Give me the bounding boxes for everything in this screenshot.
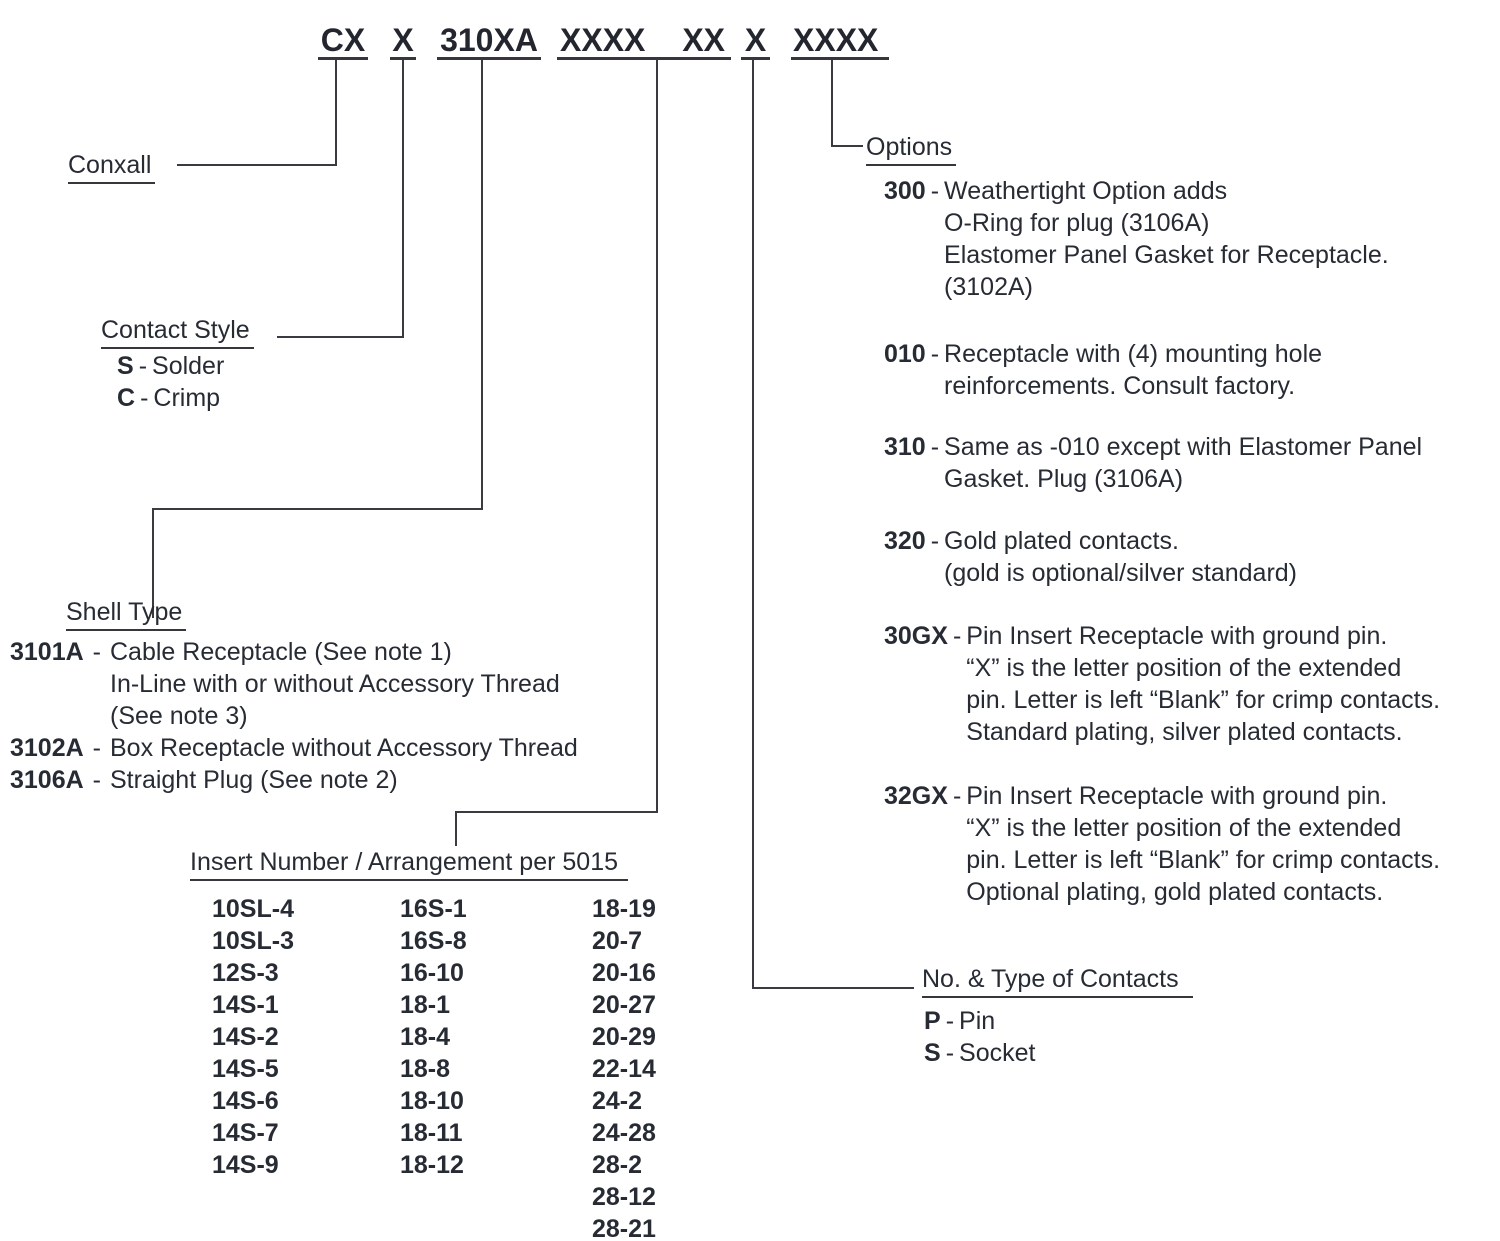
dash-separator: -	[952, 622, 962, 650]
insert-table-column-2	[400, 893, 467, 1181]
option-code: 32GX	[884, 782, 948, 810]
contacts-item	[924, 1037, 1035, 1069]
connector-line	[455, 811, 658, 813]
contacts-code: P	[924, 1007, 941, 1035]
insert-cell: 24-2	[592, 1087, 643, 1115]
option-desc: Pin Insert Receptacle with ground pin. “X” is the letter position of the extended pin. Letter is left “Blank” for crimp contacts. Optional plating, gold plated contacts.	[966, 782, 1441, 906]
insert-cell: 20-16	[592, 959, 656, 987]
insert-cell: 28-21	[592, 1215, 656, 1241]
insert-cell: 16-10	[400, 959, 464, 987]
connector-line	[752, 59, 754, 989]
connector-line	[481, 59, 483, 510]
connector-line	[831, 59, 833, 147]
contact-style-desc: Solder	[152, 352, 225, 380]
option-desc: Pin Insert Receptacle with ground pin. “X” is the letter position of the extended pin. Letter is left “Blank” for crimp contacts. Standard plating, silver plated contacts.	[966, 622, 1441, 746]
insert-cell: 16S-1	[400, 895, 467, 923]
insert-cell: 14S-2	[212, 1023, 279, 1051]
connector-line	[277, 336, 404, 338]
insert-cell: 14S-1	[212, 991, 279, 1019]
dash-separator: -	[952, 782, 962, 810]
shell-type-code: 3101A	[10, 638, 84, 666]
connector-line	[177, 164, 337, 166]
insert-cell: 16S-8	[400, 927, 467, 955]
option-code: 300	[884, 177, 926, 205]
dash-separator: -	[92, 638, 101, 666]
pn-segment-contacts: X	[741, 25, 770, 60]
dash-separator: -	[92, 734, 101, 762]
shell-type-item	[10, 636, 560, 732]
insert-cell: 18-10	[400, 1087, 464, 1115]
options-title: Options	[866, 131, 956, 166]
insert-cell: 28-2	[592, 1151, 643, 1179]
pn-segment-insert	[557, 22, 731, 60]
shell-type-item	[10, 764, 398, 796]
insert-cell: 10SL-3	[212, 927, 294, 955]
insert-cell: 20-27	[592, 991, 656, 1019]
pn-segment-insert-arrangement: XX	[682, 22, 725, 58]
insert-cell: 14S-9	[212, 1151, 279, 1179]
contact-style-desc: Crimp	[153, 384, 221, 412]
contacts-code: S	[924, 1039, 941, 1067]
dash-separator: -	[930, 527, 940, 555]
option-desc: Gold plated contacts. (gold is optional/silver standard)	[944, 527, 1298, 587]
insert-table-column-3	[592, 893, 656, 1241]
option-item-010	[884, 338, 1322, 402]
connector-line	[656, 59, 658, 813]
insert-cell: 18-19	[592, 895, 656, 923]
dash-separator: -	[92, 766, 101, 794]
option-desc: Weathertight Option adds O-Ring for plug (3106A) Elastomer Panel Gasket for Receptacle. (3102A)	[944, 177, 1389, 301]
contacts-desc: Pin	[959, 1007, 996, 1035]
connector-line	[831, 145, 863, 147]
insert-cell: 18-12	[400, 1151, 464, 1179]
shell-type-title: Shell Type	[66, 596, 186, 631]
connector-line	[752, 987, 914, 989]
pn-segment-options: XXXX	[791, 25, 889, 60]
option-item-32GX	[884, 780, 1440, 908]
contact-style-code: S	[117, 352, 134, 380]
pn-segment-insert-number: XXXX	[560, 22, 646, 58]
option-code: 320	[884, 527, 926, 555]
insert-cell: 18-4	[400, 1023, 451, 1051]
contact-style-code: C	[117, 384, 136, 412]
shell-type-code: 3106A	[10, 766, 84, 794]
contact-style-item	[117, 350, 224, 382]
insert-table-column-1	[212, 893, 294, 1181]
insert-cell: 14S-7	[212, 1119, 279, 1147]
dash-separator: -	[138, 352, 148, 380]
option-item-30GX	[884, 620, 1440, 748]
insert-cell: 18-8	[400, 1055, 451, 1083]
shell-type-desc: Box Receptacle without Accessory Thread	[110, 734, 578, 762]
brand-label: Conxall	[68, 149, 155, 184]
option-code: 310	[884, 433, 926, 461]
option-desc: Receptacle with (4) mounting hole reinforcements. Consult factory.	[944, 340, 1323, 400]
insert-cell: 22-14	[592, 1055, 656, 1083]
dash-separator: -	[140, 384, 149, 412]
insert-cell: 12S-3	[212, 959, 279, 987]
insert-cell: 18-11	[400, 1119, 463, 1147]
dash-separator: -	[930, 433, 940, 461]
dash-separator: -	[930, 177, 940, 205]
connector-line	[152, 508, 483, 510]
insert-cell: 20-7	[592, 927, 643, 955]
dash-separator: -	[945, 1007, 955, 1035]
shell-type-desc: Cable Receptacle (See note 1) In-Line with or without Accessory Thread (See note 3)	[110, 638, 560, 730]
connector-line	[402, 59, 404, 338]
contact-style-title: Contact Style	[101, 314, 254, 349]
insert-cell: 20-29	[592, 1023, 656, 1051]
insert-cell: 14S-5	[212, 1055, 279, 1083]
contacts-title: No. & Type of Contacts	[922, 963, 1193, 998]
insert-cell: 18-1	[400, 991, 451, 1019]
option-code: 30GX	[884, 622, 948, 650]
insert-cell: 10SL-4	[212, 895, 294, 923]
pn-segment-contact-style: X	[390, 25, 416, 60]
pn-segment-shell-type: 310XA	[437, 25, 541, 60]
connector-line	[455, 811, 457, 846]
pn-segment-brand: CX	[318, 25, 368, 60]
shell-type-desc: Straight Plug (See note 2)	[110, 766, 398, 794]
dash-separator: -	[945, 1039, 955, 1067]
contacts-item	[924, 1005, 995, 1037]
option-item-300	[884, 175, 1389, 303]
insert-table-title: Insert Number / Arrangement per 5015	[190, 846, 628, 881]
dash-separator: -	[930, 340, 940, 368]
option-desc: Same as -010 except with Elastomer Panel Gasket. Plug (3106A)	[944, 433, 1423, 493]
option-item-310	[884, 431, 1422, 495]
insert-cell: 28-12	[592, 1183, 656, 1211]
connector-line	[335, 59, 337, 166]
insert-cell: 14S-6	[212, 1087, 279, 1115]
insert-cell: 24-28	[592, 1119, 656, 1147]
shell-type-item	[10, 732, 578, 764]
option-code: 010	[884, 340, 926, 368]
contacts-desc: Socket	[959, 1039, 1036, 1067]
option-item-320	[884, 525, 1297, 589]
shell-type-code: 3102A	[10, 734, 84, 762]
contact-style-item	[117, 382, 220, 414]
